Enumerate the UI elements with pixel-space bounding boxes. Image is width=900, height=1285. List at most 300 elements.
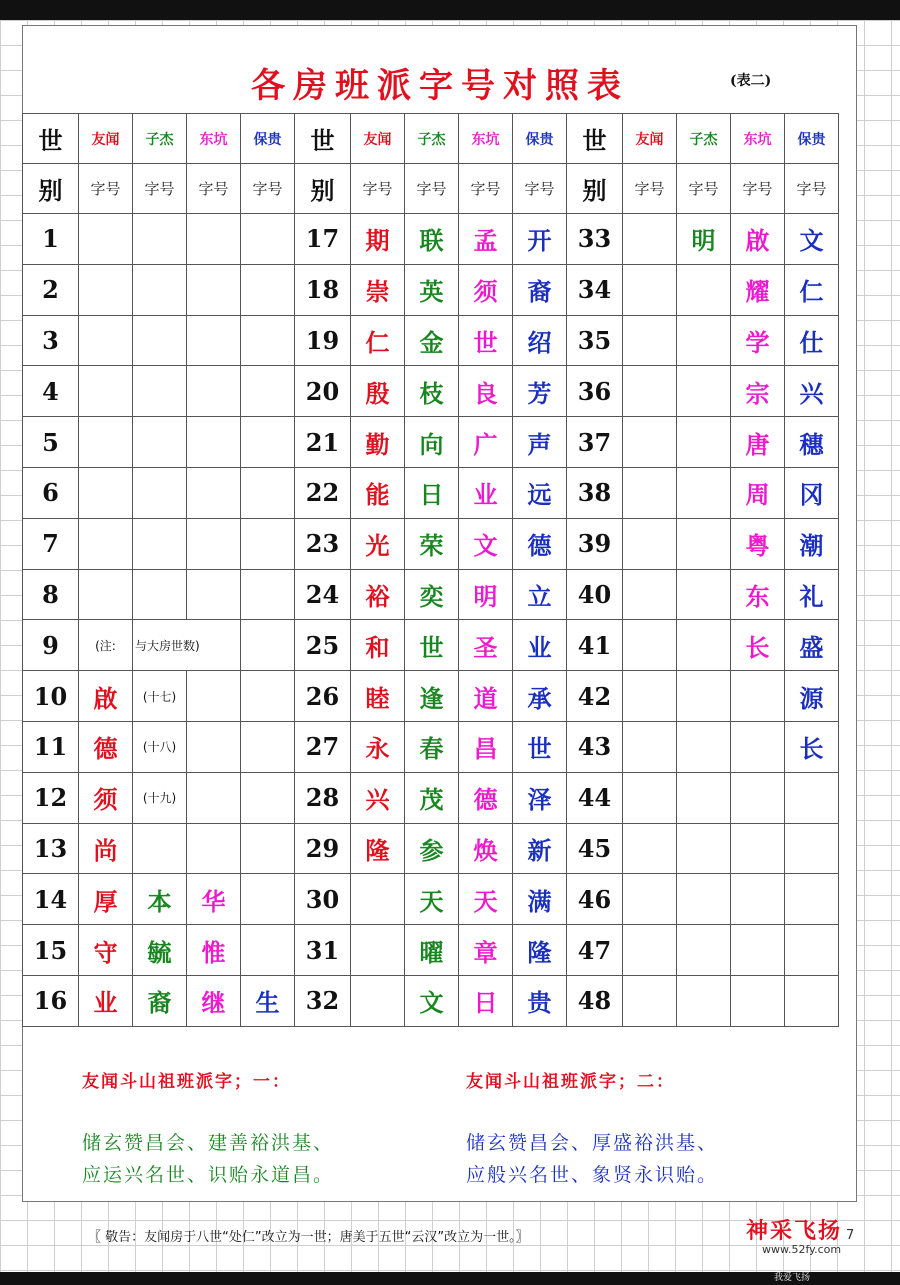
lineage-character: 啟: [79, 671, 133, 722]
generation-number: 14: [23, 874, 79, 925]
top-bar: [0, 0, 900, 20]
lineage-character: 和: [351, 620, 405, 671]
generation-number: 28: [295, 772, 351, 823]
lineage-character: [241, 925, 295, 976]
lineage-character: [133, 620, 241, 671]
generation-number: 43: [567, 721, 623, 772]
lineage-character: [351, 975, 405, 1026]
watermark-url: www.52fy.com: [762, 1243, 842, 1256]
lineage-character: [79, 518, 133, 569]
lineage-character: [241, 315, 295, 366]
lineage-character: 盛: [785, 620, 839, 671]
generation-number: 34: [567, 264, 623, 315]
lineage-character: [241, 620, 295, 671]
lineage-character: [677, 772, 731, 823]
note-label: (注:: [95, 638, 116, 653]
lineage-character: 崇: [351, 264, 405, 315]
lineage-character: 厚: [79, 874, 133, 925]
generation-number: 21: [295, 417, 351, 468]
lineage-character: [785, 823, 839, 874]
generation-number: 9: [23, 620, 79, 671]
lineage-character: 良: [459, 366, 513, 417]
lineage-character: [133, 214, 187, 265]
header-zihao: 字号: [187, 164, 241, 214]
lineage-character: [623, 620, 677, 671]
generation-number: 32: [295, 975, 351, 1026]
lineage-character: [133, 467, 187, 518]
lineage-character: [133, 569, 187, 620]
lineage-character: 睦: [351, 671, 405, 722]
lineage-character: 德: [79, 721, 133, 772]
header-shi: 世: [23, 114, 79, 164]
header-branch-name: 子杰: [405, 114, 459, 164]
header-shi: 世: [295, 114, 351, 164]
lineage-character: 声: [513, 417, 567, 468]
lineage-character: 兴: [351, 772, 405, 823]
lineage-character: [187, 315, 241, 366]
lineage-character: [623, 671, 677, 722]
lineage-character: 守: [79, 925, 133, 976]
lineage-character: 殷: [351, 366, 405, 417]
lineage-character: [677, 975, 731, 1026]
lineage-character: 期: [351, 214, 405, 265]
lineage-character: 德: [459, 772, 513, 823]
generation-number: 37: [567, 417, 623, 468]
lineage-character: [241, 518, 295, 569]
lineage-character: 枝: [405, 366, 459, 417]
lineage-character: 远: [513, 467, 567, 518]
lineage-character: [623, 264, 677, 315]
header-zihao: 字号: [459, 164, 513, 214]
lineage-character: [623, 823, 677, 874]
lineage-character: 荣: [405, 518, 459, 569]
lineage-table: [22, 113, 839, 1027]
table-row: [23, 721, 839, 772]
lineage-character: [677, 315, 731, 366]
lineage-character: 文: [785, 214, 839, 265]
lineage-character: [677, 569, 731, 620]
lineage-character: 尚: [79, 823, 133, 874]
lineage-character: 茂: [405, 772, 459, 823]
bottom-bar: [0, 1272, 900, 1285]
lineage-character: 承: [513, 671, 567, 722]
left-note-heading: 友闻斗山祖班派字；一：: [82, 1072, 291, 1092]
watermark-tag: 我爱飞扬: [774, 1273, 811, 1283]
lineage-character: 裔: [133, 975, 187, 1026]
header-branch-name: 子杰: [133, 114, 187, 164]
generation-number: 16: [23, 975, 79, 1026]
lineage-character: 明: [677, 214, 731, 265]
lineage-character: [677, 417, 731, 468]
generation-number: 13: [23, 823, 79, 874]
lineage-character: 须: [459, 264, 513, 315]
generation-number: 20: [295, 366, 351, 417]
lineage-character: 参: [405, 823, 459, 874]
generation-number: 31: [295, 925, 351, 976]
lineage-character: 德: [513, 518, 567, 569]
generation-number: 35: [567, 315, 623, 366]
lineage-character: [187, 214, 241, 265]
lineage-character: 圣: [459, 620, 513, 671]
lineage-character: [731, 772, 785, 823]
lineage-character: 业: [513, 620, 567, 671]
lineage-character: [677, 671, 731, 722]
generation-number: 4: [23, 366, 79, 417]
table-row: [23, 772, 839, 823]
lineage-character: 立: [513, 569, 567, 620]
lineage-character: 礼: [785, 569, 839, 620]
table-row: [23, 671, 839, 722]
generation-number: 18: [295, 264, 351, 315]
lineage-character: 联: [405, 214, 459, 265]
header-bie: 别: [567, 164, 623, 214]
header-bie: 别: [23, 164, 79, 214]
lineage-character: [133, 366, 187, 417]
lineage-character: 毓: [133, 925, 187, 976]
lineage-character: [187, 569, 241, 620]
lineage-character: 啟: [731, 214, 785, 265]
lineage-character: [187, 772, 241, 823]
generation-number: 19: [295, 315, 351, 366]
lineage-character: 周: [731, 467, 785, 518]
right-note-heading: 友闻斗山祖班派字；二：: [466, 1072, 675, 1092]
lineage-character: [623, 467, 677, 518]
lineage-character: [79, 620, 133, 671]
lineage-character: 长: [731, 620, 785, 671]
lineage-character: 兴: [785, 366, 839, 417]
lineage-character: 源: [785, 671, 839, 722]
lineage-character: 隆: [351, 823, 405, 874]
lineage-character: [133, 518, 187, 569]
lineage-character: 能: [351, 467, 405, 518]
lineage-character: [623, 975, 677, 1026]
lineage-character: [79, 569, 133, 620]
lineage-character: [187, 417, 241, 468]
lineage-character: [79, 214, 133, 265]
annotation-shi17: (十七): [142, 689, 177, 704]
header-zihao: 字号: [241, 164, 295, 214]
lineage-character: 业: [459, 467, 513, 518]
table-row: [23, 214, 839, 265]
lineage-character: 潮: [785, 518, 839, 569]
lineage-character: [133, 721, 187, 772]
lineage-character: [677, 518, 731, 569]
generation-number: 41: [567, 620, 623, 671]
lineage-character: 孟: [459, 214, 513, 265]
generation-number: 38: [567, 467, 623, 518]
lineage-character: 道: [459, 671, 513, 722]
lineage-character: [133, 772, 187, 823]
annotation-shi19: (十九): [142, 791, 177, 806]
generation-number: 2: [23, 264, 79, 315]
lineage-character: [241, 721, 295, 772]
lineage-character: [351, 874, 405, 925]
table-row: [23, 620, 839, 671]
lineage-character: [79, 366, 133, 417]
right-verse-line-1: 储玄赞昌会、厚盛裕洪基、: [466, 1132, 719, 1154]
lineage-character: [677, 366, 731, 417]
generation-number: 45: [567, 823, 623, 874]
generation-number: 33: [567, 214, 623, 265]
lineage-character: [351, 925, 405, 976]
lineage-character: 新: [513, 823, 567, 874]
lineage-character: [187, 721, 241, 772]
lineage-character: [241, 214, 295, 265]
table-row: [23, 874, 839, 925]
lineage-character: [241, 366, 295, 417]
lineage-character: [677, 264, 731, 315]
lineage-character: [241, 417, 295, 468]
lineage-character: 逢: [405, 671, 459, 722]
lineage-character: [133, 264, 187, 315]
lineage-character: [623, 925, 677, 976]
lineage-character: [241, 671, 295, 722]
header-branch-name: 保贵: [241, 114, 295, 164]
lineage-character: [677, 874, 731, 925]
lineage-character: [187, 823, 241, 874]
lineage-character: 华: [187, 874, 241, 925]
lineage-character: [241, 264, 295, 315]
header-bie: 别: [295, 164, 351, 214]
header-zihao: 字号: [623, 164, 677, 214]
generation-number: 7: [23, 518, 79, 569]
lineage-character: 生: [241, 975, 295, 1026]
lineage-character: 仁: [785, 264, 839, 315]
generation-number: 23: [295, 518, 351, 569]
lineage-character: [623, 569, 677, 620]
lineage-character: 天: [459, 874, 513, 925]
lineage-character: 仁: [351, 315, 405, 366]
watermark-logo: 神采飞扬: [746, 1218, 843, 1244]
lineage-character: 耀: [731, 264, 785, 315]
header-shi: 世: [567, 114, 623, 164]
generation-number: 10: [23, 671, 79, 722]
header-branch-name: 友闻: [79, 114, 133, 164]
table-row: [23, 569, 839, 620]
lineage-character: 须: [79, 772, 133, 823]
lineage-character: 裕: [351, 569, 405, 620]
lineage-character: [241, 569, 295, 620]
lineage-character: 开: [513, 214, 567, 265]
lineage-character: 唐: [731, 417, 785, 468]
lineage-character: 世: [459, 315, 513, 366]
table-row: [23, 315, 839, 366]
generation-number: 24: [295, 569, 351, 620]
lineage-character: [677, 925, 731, 976]
footnote: 〖 敬告：友闻房于八世“处仁”改立为一世；唐美于五世“云汉”改立为一世。〗: [88, 1230, 529, 1245]
lineage-character: 日: [459, 975, 513, 1026]
page-title: 各房班派字号对照表: [251, 66, 629, 106]
lineage-character: [785, 925, 839, 976]
lineage-character: [187, 366, 241, 417]
lineage-character: [241, 823, 295, 874]
generation-number: 6: [23, 467, 79, 518]
lineage-character: 章: [459, 925, 513, 976]
lineage-character: 文: [459, 518, 513, 569]
header-zihao: 字号: [785, 164, 839, 214]
lineage-character: 天: [405, 874, 459, 925]
lineage-character: [241, 874, 295, 925]
generation-number: 29: [295, 823, 351, 874]
lineage-character: [731, 975, 785, 1026]
lineage-character: 继: [187, 975, 241, 1026]
lineage-character: 本: [133, 874, 187, 925]
table-number: (表二): [730, 73, 772, 89]
generation-number: 42: [567, 671, 623, 722]
lineage-character: [623, 518, 677, 569]
generation-number: 8: [23, 569, 79, 620]
lineage-character: 焕: [459, 823, 513, 874]
generation-number: 48: [567, 975, 623, 1026]
lineage-character: 春: [405, 721, 459, 772]
generation-number: 1: [23, 214, 79, 265]
header-zihao: 字号: [351, 164, 405, 214]
lineage-character: 世: [513, 721, 567, 772]
lineage-character: [133, 671, 187, 722]
header-zihao: 字号: [513, 164, 567, 214]
lineage-character: 文: [405, 975, 459, 1026]
generation-number: 30: [295, 874, 351, 925]
generation-number: 17: [295, 214, 351, 265]
table-row: [23, 417, 839, 468]
lineage-character: 英: [405, 264, 459, 315]
right-verse-line-2: 应般兴名世、象贤永识贻。: [466, 1164, 719, 1186]
lineage-character: [187, 467, 241, 518]
generation-number: 15: [23, 925, 79, 976]
header-branch-name: 子杰: [677, 114, 731, 164]
lineage-character: 东: [731, 569, 785, 620]
lineage-character: [623, 772, 677, 823]
lineage-character: [731, 721, 785, 772]
lineage-character: 勤: [351, 417, 405, 468]
generation-number: 40: [567, 569, 623, 620]
header-branch-name: 保贵: [785, 114, 839, 164]
lineage-character: [623, 874, 677, 925]
header-branch-name: 友闻: [623, 114, 677, 164]
generation-number: 5: [23, 417, 79, 468]
lineage-character: [677, 823, 731, 874]
left-verse-line-1: 储玄赞昌会、建善裕洪基、: [82, 1132, 335, 1154]
left-verse-line-2: 应运兴名世、识贻永道昌。: [82, 1164, 335, 1186]
lineage-character: [623, 417, 677, 468]
lineage-character: 曜: [405, 925, 459, 976]
generation-number: 12: [23, 772, 79, 823]
table-row: [23, 823, 839, 874]
table-row: [23, 467, 839, 518]
lineage-character: [677, 721, 731, 772]
lineage-character: [79, 315, 133, 366]
lineage-character: [785, 874, 839, 925]
note-text: 与大房世数): [135, 638, 200, 653]
lineage-character: [731, 925, 785, 976]
lineage-character: 穗: [785, 417, 839, 468]
lineage-character: [133, 417, 187, 468]
table-row: [23, 366, 839, 417]
lineage-character: 冈: [785, 467, 839, 518]
lineage-character: 奕: [405, 569, 459, 620]
lineage-character: [133, 823, 187, 874]
lineage-character: 金: [405, 315, 459, 366]
header-branch-name: 东坑: [187, 114, 241, 164]
lineage-character: [623, 315, 677, 366]
header-branch-name: 东坑: [459, 114, 513, 164]
lineage-character: 业: [79, 975, 133, 1026]
lineage-character: 满: [513, 874, 567, 925]
generation-number: 3: [23, 315, 79, 366]
generation-number: 39: [567, 518, 623, 569]
lineage-character: 惟: [187, 925, 241, 976]
lineage-character: 广: [459, 417, 513, 468]
lineage-character: 隆: [513, 925, 567, 976]
lineage-character: 光: [351, 518, 405, 569]
lineage-character: 泽: [513, 772, 567, 823]
lineage-character: 学: [731, 315, 785, 366]
header-zihao: 字号: [405, 164, 459, 214]
generation-number: 11: [23, 721, 79, 772]
lineage-character: 裔: [513, 264, 567, 315]
lineage-character: 芳: [513, 366, 567, 417]
lineage-character: 昌: [459, 721, 513, 772]
lineage-character: 长: [785, 721, 839, 772]
lineage-character: [623, 366, 677, 417]
generation-number: 26: [295, 671, 351, 722]
lineage-character: 永: [351, 721, 405, 772]
lineage-character: 明: [459, 569, 513, 620]
generation-number: 27: [295, 721, 351, 772]
header-branch-name: 保贵: [513, 114, 567, 164]
header-zihao: 字号: [677, 164, 731, 214]
header-branch-name: 东坑: [731, 114, 785, 164]
header-zihao: 字号: [79, 164, 133, 214]
lineage-character: [623, 721, 677, 772]
table-row: [23, 925, 839, 976]
lineage-character: [133, 315, 187, 366]
lineage-character: 向: [405, 417, 459, 468]
lineage-character: [187, 264, 241, 315]
lineage-character: [187, 671, 241, 722]
lineage-character: 粤: [731, 518, 785, 569]
lineage-character: 仕: [785, 315, 839, 366]
header-branch-name: 友闻: [351, 114, 405, 164]
generation-number: 36: [567, 366, 623, 417]
table-row: [23, 264, 839, 315]
lineage-character: [187, 518, 241, 569]
page-number: 7: [846, 1228, 855, 1243]
lineage-character: 世: [405, 620, 459, 671]
lineage-character: [731, 874, 785, 925]
header-zihao: 字号: [133, 164, 187, 214]
lineage-character: 贵: [513, 975, 567, 1026]
lineage-character: [677, 467, 731, 518]
table-row: [23, 975, 839, 1026]
lineage-character: [79, 467, 133, 518]
lineage-character: [623, 214, 677, 265]
lineage-character: [731, 823, 785, 874]
lineage-character: [785, 772, 839, 823]
header-zihao: 字号: [731, 164, 785, 214]
table-row: [23, 518, 839, 569]
lineage-character: [241, 467, 295, 518]
lineage-character: [241, 772, 295, 823]
generation-number: 44: [567, 772, 623, 823]
generation-number: 47: [567, 925, 623, 976]
lineage-character: [79, 264, 133, 315]
lineage-character: [677, 620, 731, 671]
lineage-character: [731, 671, 785, 722]
lineage-character: [785, 975, 839, 1026]
annotation-shi18: (十八): [142, 740, 177, 755]
generation-number: 46: [567, 874, 623, 925]
